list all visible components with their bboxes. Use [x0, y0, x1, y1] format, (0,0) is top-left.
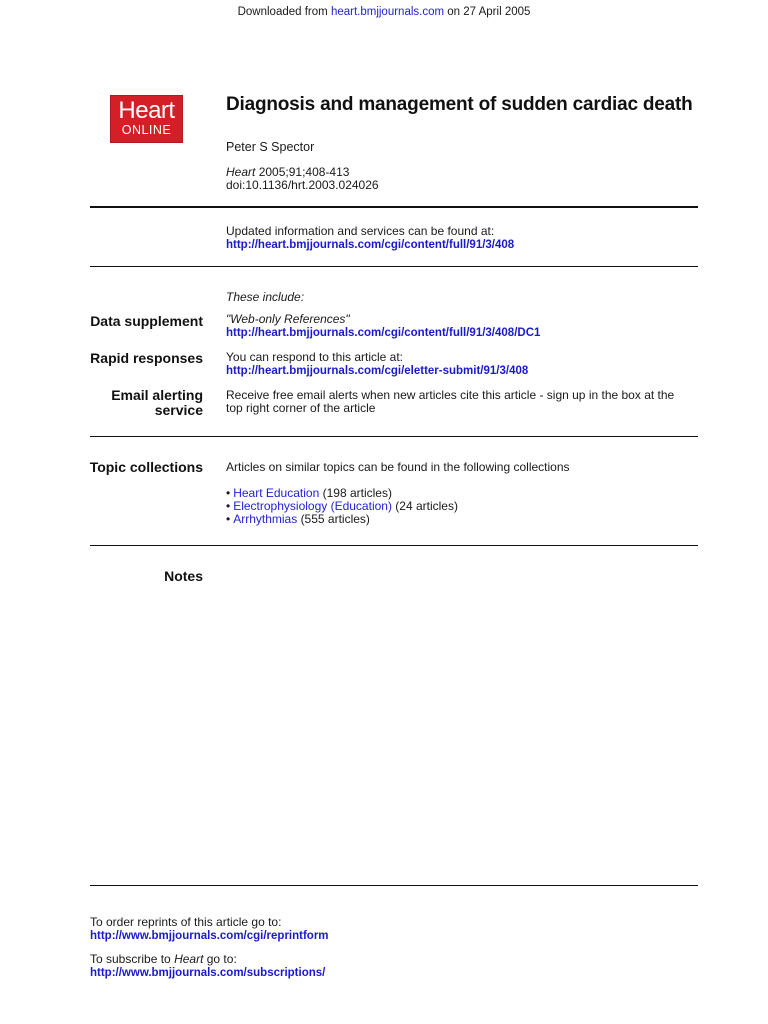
email-alerting-body [226, 389, 701, 415]
logo-word-heart: Heart [118, 97, 175, 124]
web-only-references: "Web-only References" [226, 312, 350, 326]
email-alerting-text-line1: Receive free email alerts when new articles cite this article - sign up in the box at the [226, 388, 675, 402]
email-alerting-text-line2: top right corner of the article [226, 401, 376, 415]
divider [90, 266, 698, 267]
email-alerting-label-line1: Email alerting [111, 387, 203, 403]
data-supplement-body [226, 313, 701, 340]
rapid-responses-link[interactable]: http://heart.bmjjournals.com/cgi/eletter-submit/91/3/408 [226, 365, 529, 377]
divider [90, 545, 698, 546]
bullet: • [226, 486, 231, 500]
data-supplement-label: Data supplement [90, 313, 203, 329]
list-item [226, 513, 701, 526]
rapid-responses-label: Rapid responses [90, 350, 203, 366]
topic-collections-label: Topic collections [89, 459, 203, 475]
journal-name: Heart [226, 165, 256, 179]
download-prefix: Downloaded from [237, 6, 328, 18]
notes-label: Notes [164, 568, 203, 584]
article-doi: doi:10.1136/hrt.2003.024026 [226, 178, 379, 192]
divider-heavy [90, 206, 698, 208]
article-title: Diagnosis and management of sudden cardiac death [226, 94, 693, 115]
topic-link-electrophysiology[interactable]: Electrophysiology (Education) [233, 499, 392, 513]
these-include-text: These include: [226, 290, 305, 304]
updated-info-text: Updated information and services can be found at: [226, 224, 495, 238]
full-text-link[interactable]: http://heart.bmjjournals.com/cgi/content/full/91/3/408 [226, 239, 515, 251]
updated-info [226, 225, 701, 252]
topic-count: (555 articles) [300, 512, 370, 526]
topic-count: (24 articles) [395, 499, 458, 513]
topic-link-arrhythmias[interactable]: Arrhythmias [233, 512, 298, 526]
subscribe-block [90, 953, 325, 980]
reprints-text: To order reprints of this article go to: [90, 915, 282, 929]
email-alerting-label-line2: service [154, 402, 203, 418]
these-include-label [226, 291, 701, 304]
reprints-link[interactable]: http://www.bmjjournals.com/cgi/reprintform [90, 930, 329, 942]
citation-volume: 2005;91;408-413 [258, 165, 350, 179]
topic-count: (198 articles) [322, 486, 392, 500]
data-supplement-link[interactable]: http://heart.bmjjournals.com/cgi/content/full/91/3/408/DC1 [226, 327, 541, 339]
download-notice [0, 6, 768, 18]
divider [90, 885, 698, 886]
article-author: Peter S Spector [226, 140, 315, 154]
download-date: on 27 April 2005 [447, 6, 531, 18]
source-site-link[interactable]: heart.bmjjournals.com [330, 6, 445, 18]
subscribe-prefix: To subscribe to [90, 952, 171, 966]
rapid-responses-body [226, 351, 701, 378]
subscribe-journal: Heart [174, 952, 204, 966]
bullet: • [226, 512, 231, 526]
subscribe-text [90, 953, 325, 966]
article-citation [226, 166, 379, 192]
divider [90, 436, 698, 437]
rapid-responses-text: You can respond to this article at: [226, 350, 403, 364]
logo-word-online: ONLINE [121, 123, 172, 137]
topic-collections-body [226, 461, 701, 526]
heart-online-logo [110, 95, 183, 143]
subscribe-link[interactable]: http://www.bmjjournals.com/subscriptions/ [90, 967, 326, 979]
subscribe-suffix: go to: [206, 952, 237, 966]
reprints-block [90, 916, 329, 943]
bullet: • [226, 499, 231, 513]
topic-collections-intro: Articles on similar topics can be found in the following collections [226, 460, 570, 474]
email-alerting-label [60, 388, 203, 418]
topic-collections-list [226, 487, 701, 526]
topic-link-heart-education[interactable]: Heart Education [233, 486, 320, 500]
